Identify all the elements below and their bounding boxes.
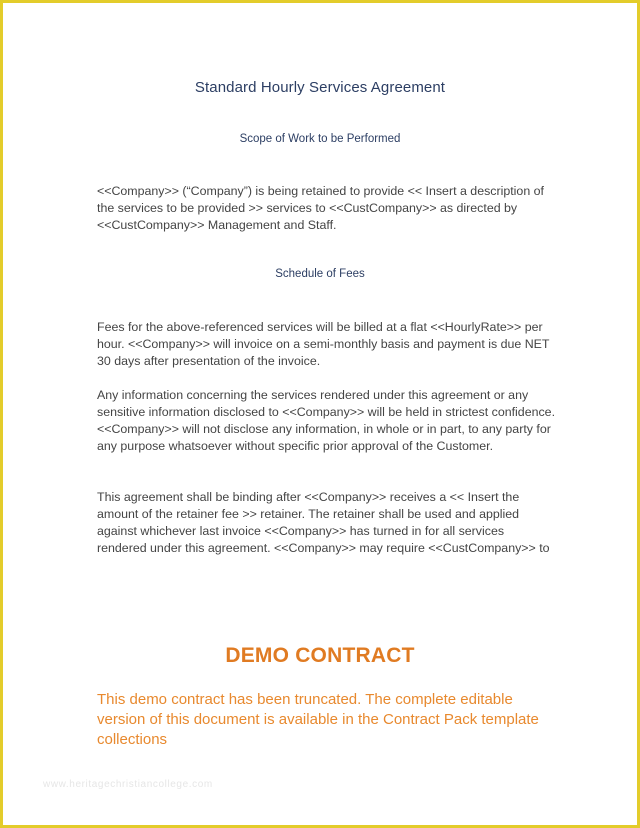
section-heading-fees: Schedule of Fees: [275, 268, 365, 280]
paragraph-fees: Fees for the above-referenced services will be billed at a flat <<HourlyRate>> per hour. <<Company>> will invoice on a semi-monthly basis and payment is due NET 30 days after presentation of the invoice.: [97, 320, 550, 368]
demo-contract-notice: This demo contract has been truncated. The complete editable version of this document is available in the Contract Pack template collections: [97, 691, 539, 748]
paragraph-confidentiality: Any information concerning the services rendered under this agreement or any sensitive information disclosed to <<Company>> will be held in strictest confidence. <<Company>> will not disclose any information, in whole or in part, to any party for any purpose whatsoever without specific prior approval of the Customer.: [97, 388, 556, 453]
section-heading-scope: Scope of Work to be Performed: [239, 133, 401, 145]
demo-contract-title: DEMO CONTRACT: [225, 644, 415, 667]
document-title: Standard Hourly Services Agreement: [194, 79, 446, 96]
watermark: www.heritagechristiancollege.com: [43, 779, 213, 790]
paragraph-retainer: This agreement shall be binding after <<Company>> receives a << Insert the amount of the retainer fee >> retainer. The retainer shall be used and applied against whichever last invoice <<Company>> has turned in for all services rendered under this agreement. <<Company>> may require <<CustCompany>> to: [97, 490, 550, 555]
paragraph-scope: <<Company>> (“Company”) is being retained to provide << Insert a description of the services to be provided >> services to <<CustCompany>> as directed by <<CustCompany>> Management and Staff.: [97, 184, 544, 232]
